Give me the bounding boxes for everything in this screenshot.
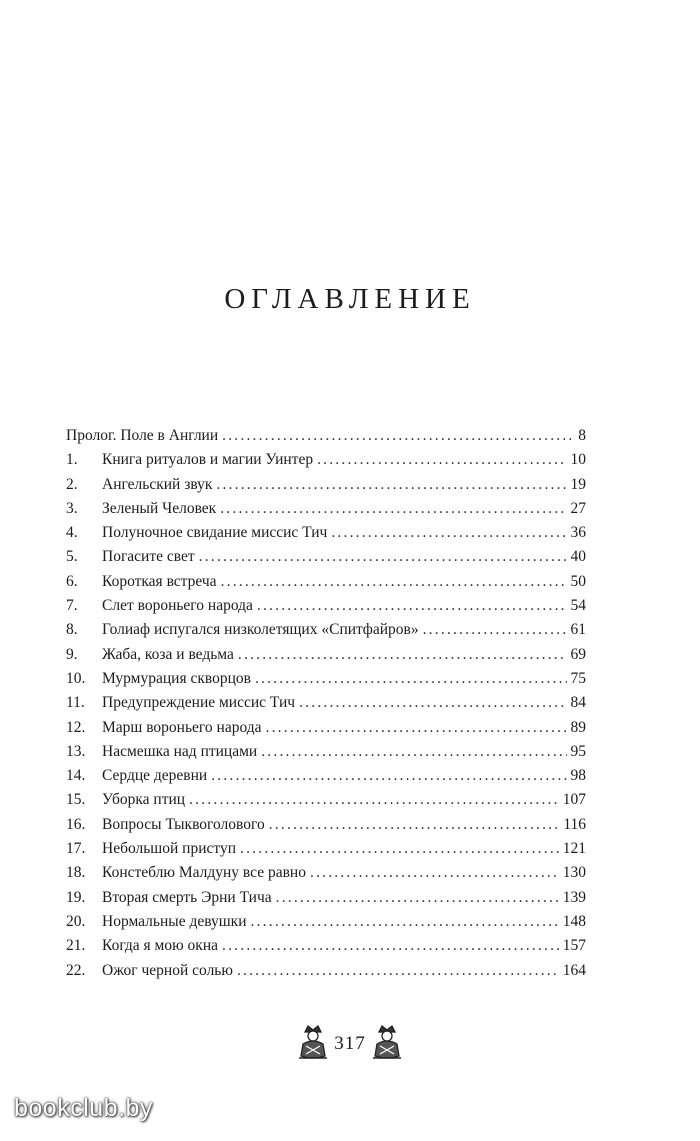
- toc-entry-title: Мурмурация скворцов: [102, 669, 251, 687]
- toc-entry-title: Вторая смерть Эрни Тича: [102, 888, 272, 906]
- toc-entry: [66, 816, 586, 840]
- toc-dot-leader: [237, 962, 559, 980]
- toc-entry: [66, 427, 586, 451]
- toc-entry-number: 1.: [66, 451, 78, 469]
- toc-dot-leader: [331, 524, 566, 542]
- toc-entry-number: 18.: [66, 864, 86, 882]
- toc-entry: [66, 767, 586, 791]
- toc-dot-leader: [317, 451, 566, 469]
- toc-entry-title: Ангельский звук: [102, 475, 213, 493]
- toc-entry: [66, 597, 586, 621]
- toc-dot-leader: [269, 816, 560, 834]
- toc-entry-page: 98: [570, 767, 586, 785]
- toc-entry-number: 14.: [66, 767, 86, 785]
- toc-entry: [66, 791, 586, 815]
- toc-entry-number: 10.: [66, 669, 86, 687]
- toc-entry: [66, 573, 586, 597]
- toc-dot-leader: [221, 573, 567, 591]
- toc-dot-leader: [266, 719, 567, 737]
- watermark: bookclub.by: [14, 1094, 153, 1122]
- toc-dot-leader: [423, 621, 567, 639]
- page-title: ОГЛАВЛЕНИЕ: [224, 283, 476, 315]
- toc-entry: [66, 476, 586, 500]
- toc-entry-page: 19: [570, 475, 586, 493]
- toc-entry-title: Небольшой приступ: [102, 840, 236, 858]
- toc-dot-leader: [238, 646, 567, 664]
- toc-entry-number: 2.: [66, 475, 78, 493]
- toc-entry-number: 17.: [66, 840, 86, 858]
- toc-entry: [66, 548, 586, 572]
- toc-entry-title: Насмешка над птицами: [102, 742, 258, 760]
- toc-entry: [66, 646, 586, 670]
- toc-entry-page: 40: [570, 548, 586, 566]
- toc-entry: [66, 743, 586, 767]
- toc-entry-title: Предупреждение миссис Тич: [102, 694, 296, 712]
- toc-dot-leader: [189, 791, 559, 809]
- toc-dot-leader: [310, 864, 559, 882]
- toc-entry-page: 8: [578, 427, 586, 444]
- toc-entry-title: Констеблю Малдуну все равно: [102, 864, 306, 882]
- toc-entry-page: 84: [570, 694, 586, 712]
- toc-entry-number: 19.: [66, 888, 86, 906]
- toc-entry-number: 15.: [66, 791, 86, 809]
- toc-dot-leader: [257, 597, 567, 615]
- toc-entry-page: 89: [570, 718, 586, 736]
- toc-entry-number: 16.: [66, 815, 86, 833]
- toc-entry-page: 36: [570, 524, 586, 542]
- toc-entry-number: 13.: [66, 742, 86, 760]
- toc-dot-leader: [299, 694, 566, 712]
- toc-dot-leader: [255, 670, 567, 688]
- toc-entry-page: 164: [562, 961, 586, 979]
- toc-entry-page: 148: [562, 912, 586, 930]
- toc-entry-title: Жаба, коза и ведьма: [102, 645, 234, 663]
- toc-entry-page: 75: [570, 669, 586, 687]
- toc-entry-number: 21.: [66, 937, 86, 955]
- toc-entry-page: 50: [570, 572, 586, 590]
- toc-entry-title: Зеленый Человек: [102, 499, 217, 517]
- toc-entry-number: 8.: [66, 621, 78, 639]
- toc-entry-title: Голиаф испугался низколетящих «Спитфайров»: [102, 621, 419, 639]
- toc-entry-title: Слет вороньего народа: [102, 597, 253, 615]
- toc-entry-number: 4.: [66, 524, 78, 542]
- toc-entry: [66, 864, 586, 888]
- toc-dot-leader: [211, 767, 566, 785]
- toc-entry-number: 11.: [66, 694, 85, 712]
- toc-entry-title: Погасите свет: [102, 548, 195, 566]
- toc-entry-page: 54: [570, 597, 586, 615]
- toc-entry: [66, 621, 586, 645]
- toc-entry: [66, 962, 586, 986]
- toc-entry-page: 139: [562, 888, 586, 906]
- toc-entry-number: 20.: [66, 912, 86, 930]
- toc-entry-number: 3.: [66, 499, 78, 517]
- toc-dot-leader: [251, 913, 559, 931]
- toc-entry: [66, 913, 586, 937]
- toc-entry: [66, 451, 586, 475]
- toc-dot-leader: [240, 840, 559, 858]
- toc-dot-leader: [216, 476, 566, 494]
- jester-figure-icon-left: [296, 1022, 330, 1065]
- toc-entry: [66, 670, 586, 694]
- toc-entry-number: 9.: [66, 645, 78, 663]
- toc-entry-page: 130: [562, 864, 586, 882]
- toc-entry: [66, 719, 586, 743]
- toc-entry-number: 6.: [66, 572, 78, 590]
- toc-entry-page: 10: [570, 451, 586, 469]
- toc-dot-leader: [220, 500, 566, 518]
- toc-entry: [66, 694, 586, 718]
- toc-entry-title: Нормальные девушки: [102, 912, 247, 930]
- toc-entry-title: Ожог черной солью: [102, 961, 233, 979]
- toc-entry-number: 22.: [66, 961, 86, 979]
- toc-entry-title: Вопросы Тыквоголового: [102, 815, 265, 833]
- toc-entry: [66, 889, 586, 913]
- toc-entry-page: 69: [570, 645, 586, 663]
- toc-entry-page: 116: [563, 815, 586, 833]
- toc-entry-title: Пролог. Поле в Англии: [66, 427, 219, 444]
- toc-entry-title: Книга ритуалов и магии Уинтер: [102, 451, 314, 469]
- toc-entry-title: Марш вороньего народа: [102, 718, 262, 736]
- toc-entry: [66, 840, 586, 864]
- toc-dot-leader: [222, 937, 559, 955]
- table-of-contents: [66, 427, 586, 986]
- toc-entry-title: Сердце деревни: [102, 767, 208, 785]
- page-folio: [0, 1022, 700, 1065]
- toc-entry-number: 12.: [66, 718, 86, 736]
- toc-dot-leader: [261, 743, 566, 761]
- page-number: 317: [334, 1032, 366, 1054]
- toc-entry-title: Когда я мою окна: [102, 937, 219, 955]
- toc-entry-title: Полуночное свидание миссис Тич: [102, 524, 328, 542]
- toc-entry-page: 27: [570, 499, 586, 517]
- toc-entry-page: 107: [562, 791, 586, 809]
- toc-entry-page: 121: [562, 840, 586, 858]
- toc-dot-leader: [222, 427, 574, 445]
- toc-entry: [66, 500, 586, 524]
- toc-entry-page: 157: [562, 937, 586, 955]
- toc-dot-leader: [199, 548, 567, 566]
- toc-dot-leader: [276, 889, 559, 907]
- toc-entry-page: 95: [570, 742, 586, 760]
- toc-entry-title: Короткая встреча: [102, 572, 217, 590]
- toc-entry-title: Уборка птиц: [102, 791, 186, 809]
- jester-figure-icon-right: [370, 1022, 404, 1065]
- toc-entry: [66, 524, 586, 548]
- toc-entry-number: 7.: [66, 597, 78, 615]
- toc-entry-page: 61: [570, 621, 586, 639]
- toc-entry: [66, 937, 586, 961]
- toc-entry-number: 5.: [66, 548, 78, 566]
